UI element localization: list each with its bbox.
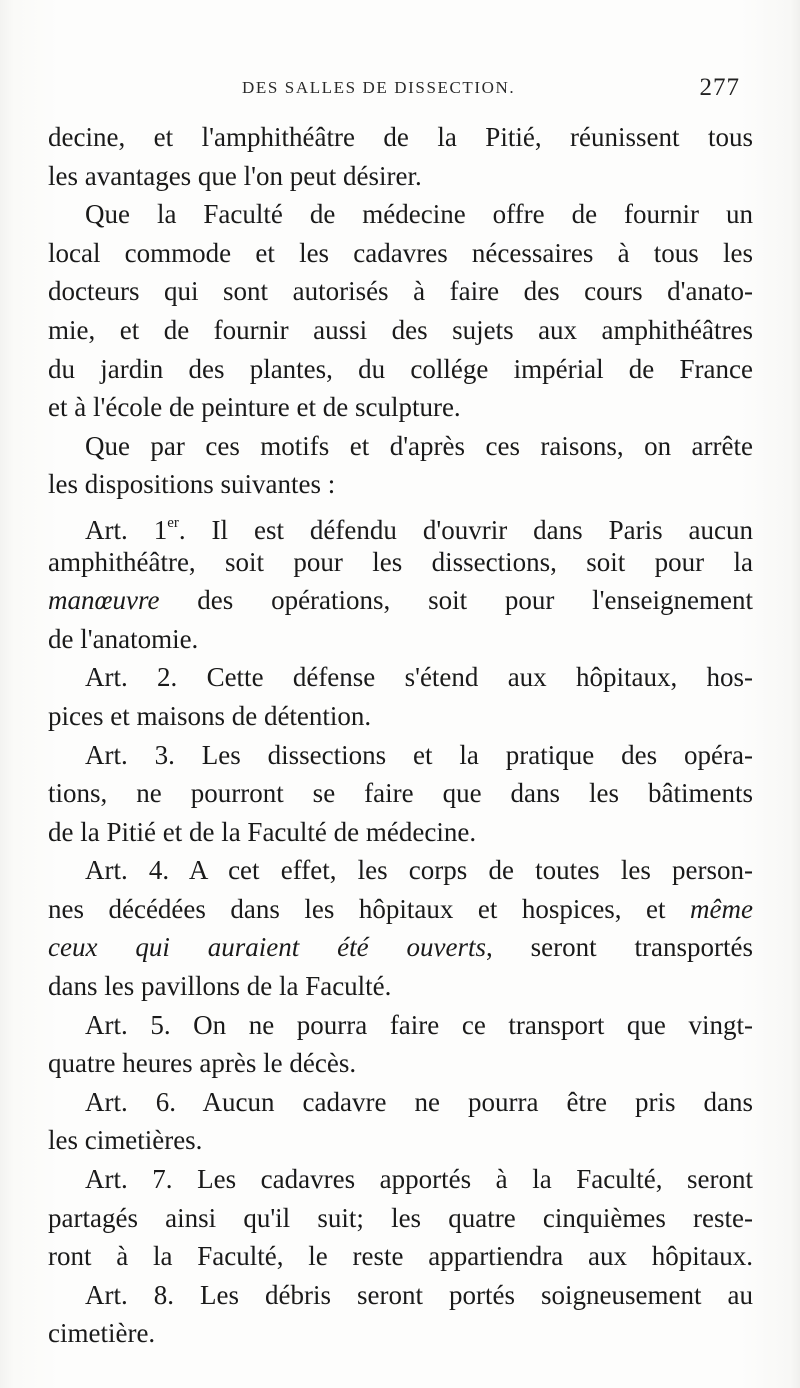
text-run: des opérations, soit pour l'enseignement [159, 585, 753, 616]
text-line: decine, et l'amphithéâtre de la Pitié, réunissent tous [48, 122, 753, 152]
text-line: les cimetières. [48, 1125, 203, 1156]
italic-phrase: ceux qui auraient été ouverts [48, 932, 486, 963]
text-line: mie, et de fournir aussi des sujets aux amphithéâtres [48, 314, 753, 345]
article-7-line: Art. 7. Les cadavres apportés à la Faculté, seront [85, 1164, 753, 1195]
article-1-line [48, 504, 753, 543]
body-text [48, 118, 753, 1353]
text-line: de l'anatomie. [48, 623, 199, 654]
text-line: Que par ces motifs et d'après ces raisons, on arrête [85, 430, 753, 461]
running-head: DES SALLES DE DISSECTION. [242, 78, 516, 97]
article-5-line: Art. 5. On ne pourra faire ce transport que vingt- [85, 1009, 753, 1040]
text-line: les avantages que l'on peut désirer. [48, 160, 422, 191]
article-6-line: Art. 6. Aucun cadavre ne pourra être pris dans [85, 1086, 753, 1117]
page-number: 277 [699, 74, 740, 101]
text-line: pices et maisons de détention. [48, 700, 372, 731]
page-header [242, 74, 754, 104]
text-line [48, 581, 753, 620]
article-3-line: Art. 3. Les dissections et la pratique des opéra- [85, 739, 753, 770]
article-4-line: Art. 4. A cet effet, les corps de toutes les person- [85, 855, 753, 886]
article-1-text: . Il est défendu d'ouvrir dans Paris aucun [178, 514, 753, 545]
text-line: tions, ne pourront se faire que dans les bâtiments [48, 778, 753, 809]
text-line: et à l'école de peinture et de sculpture. [48, 392, 461, 423]
text-line: Que la Faculté de médecine offre de fournir un [85, 199, 753, 230]
text-line: amphithéâtre, soit pour les dissections, soit pour la [48, 546, 753, 577]
text-line: quatre heures après le décès. [48, 1048, 357, 1079]
text-line: ront à la Faculté, le reste appartiendra aux hôpitaux. [48, 1241, 753, 1272]
text-line [48, 928, 753, 967]
article-8-line: Art. 8. Les débris seront portés soigneusement au [85, 1279, 753, 1310]
text-line: docteurs qui sont autorisés à faire des cours d'anato- [48, 276, 753, 307]
text-line [48, 890, 753, 929]
article-1-label: Art. 1 [85, 514, 168, 545]
text-run: nes décédées dans les hôpitaux et hospices, et [48, 893, 691, 924]
text-line: les dispositions suivantes : [48, 469, 336, 500]
text-line: cimetière. [48, 1318, 156, 1349]
text-line: de la Pitié et de la Faculté de médecine. [48, 816, 477, 847]
text-line: dans les pavillons de la Faculté. [48, 971, 392, 1002]
text-line: du jardin des plantes, du collége impérial de France [48, 353, 753, 384]
italic-phrase: même [690, 893, 753, 924]
text-run: , seront transportés [486, 932, 753, 963]
italic-term: manœuvre [48, 585, 160, 616]
text-line: local commode et les cadavres nécessaires à tous les [48, 237, 753, 268]
text-line: partagés ainsi qu'il suit; les quatre cinquièmes reste- [48, 1202, 753, 1233]
article-2-line: Art. 2. Cette défense s'étend aux hôpitaux, hos- [85, 662, 753, 693]
superscript-er: er [167, 514, 179, 531]
